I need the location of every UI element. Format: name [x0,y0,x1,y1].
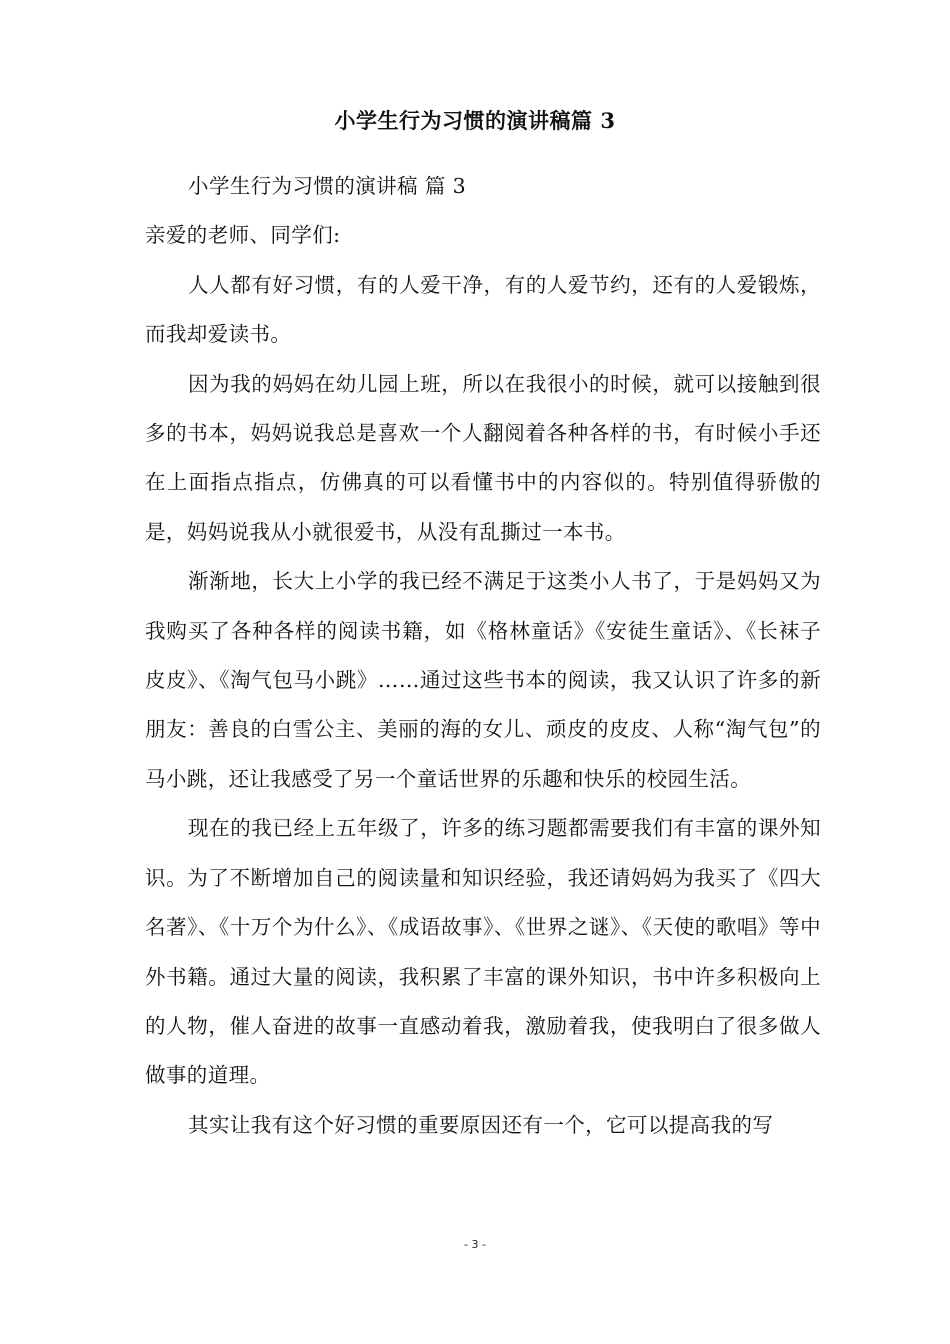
paragraph: 渐渐地，长大上小学的我已经不满足于这类小人书了，于是妈妈又为我购买了各种各样的阅读书籍，如《格林童话》《安徒生童话》、《长袜子皮皮》、《淘气包马小跳》……通过这些书本的阅读，我又认识了许多的新朋友：善良的白雪公主、美丽的海的女儿、顽皮的皮皮、人称“淘气包”的马小跳，还让我感受了另一个童话世界的乐趣和快乐的校园生活。 [145,569,821,791]
paragraph: 人人都有好习惯，有的人爱干净，有的人爱节约，还有的人爱锻炼，而我却爱读书。 [145,272,821,347]
paragraph: 因为我的妈妈在幼儿园上班，所以在我很小的时候，就可以接触到很多的书本，妈妈说我总是喜欢一个人翻阅着各种各样的书，有时候小手还在上面指点指点，仿佛真的可以看懂书中的内容似的。特别值得骄傲的是，妈妈说我从小就很爱书，从没有乱撕过一本书。 [145,371,821,544]
paragraph: 其实让我有这个好习惯的重要原因还有一个，它可以提高我的写 [188,1112,774,1137]
page-number: - 3 - [464,1238,486,1251]
document-body [145,162,821,1150]
paragraph: 现在的我已经上五年级了，许多的练习题都需要我们有丰富的课外知识。为了不断增加自己的阅读量和知识经验，我还请妈妈为我买了《四大名著》、《十万个为什么》、《成语故事》、《世界之谜》、《天使的歌唱》等中外书籍。通过大量的阅读，我积累了丰富的课外知识，书中许多积极向上的人物，催人奋进的故事一直感动着我，激励着我，使我明白了很多做人做事的道理。 [145,816,821,1088]
salutation: 亲爱的老师、同学们: [145,223,341,248]
document-subtitle: 小学生行为习惯的演讲稿 篇 3 [188,174,467,198]
document-title: 小学生行为习惯的演讲稿篇 3 [334,108,616,133]
